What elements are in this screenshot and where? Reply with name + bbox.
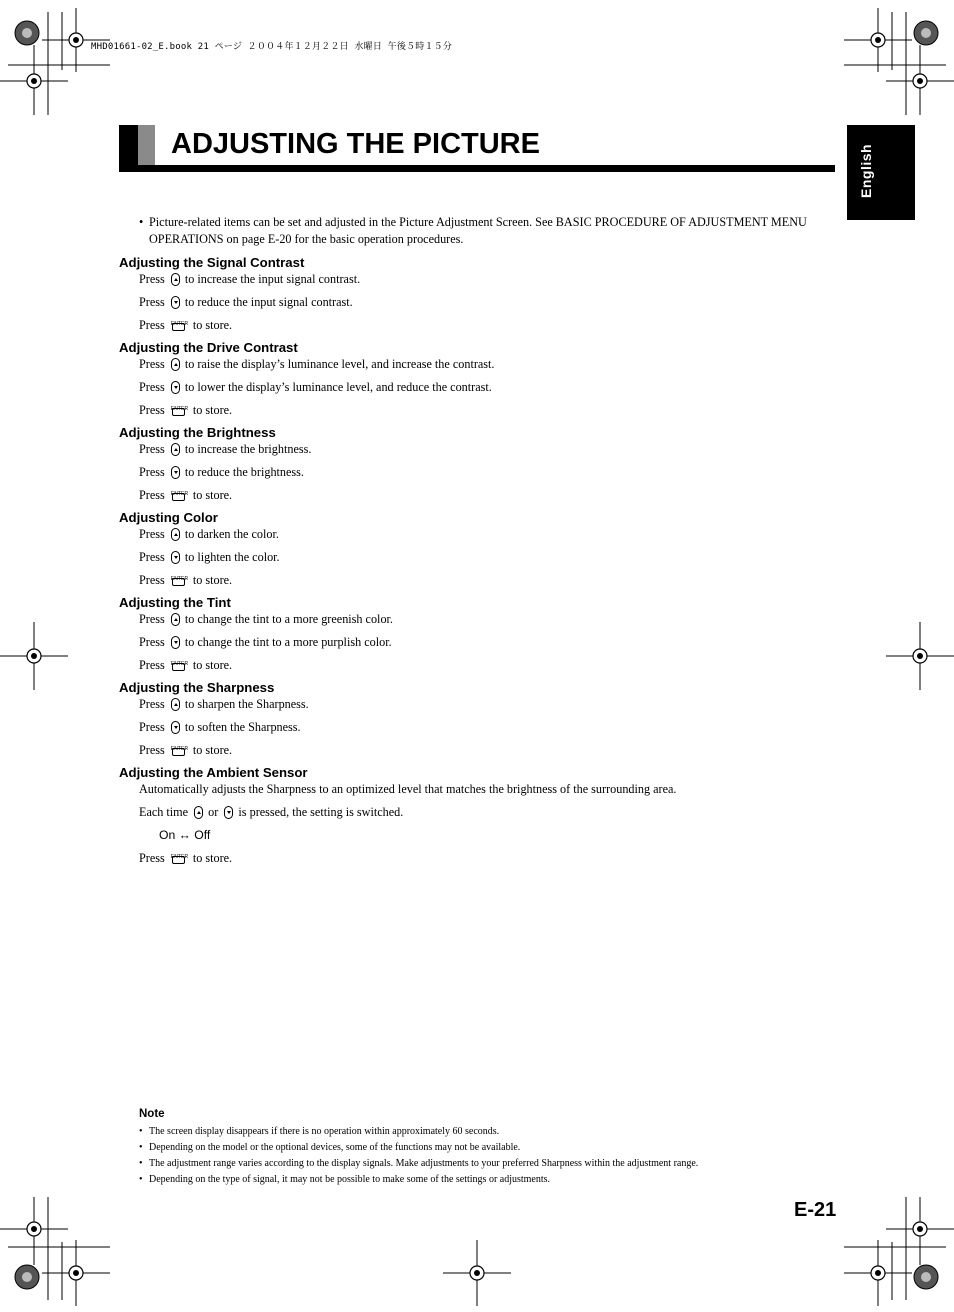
press-text: Press <box>139 465 165 479</box>
enter-label: ENTER <box>170 746 189 752</box>
decrease-line <box>139 464 839 487</box>
enter-label: ENTER <box>170 576 189 582</box>
decrease-text: to reduce the brightness. <box>184 465 304 479</box>
enter-label: ENTER <box>170 661 189 667</box>
up-button-icon <box>171 698 180 711</box>
press-text: Press <box>139 488 165 502</box>
adjust-section <box>119 509 839 595</box>
decrease-text: to change the tint to a more purplish color. <box>184 635 392 649</box>
down-button-icon <box>171 381 180 394</box>
decrease-line <box>139 379 839 402</box>
down-button-icon <box>171 551 180 564</box>
down-button-icon <box>171 721 180 734</box>
print-header: MHD01661-02_E.book 21 ページ ２００４年１２月２２日 水曜日 午後５時１５分 <box>91 42 453 52</box>
increase-text: to darken the color. <box>184 527 279 541</box>
press-text: Press <box>139 527 165 541</box>
enter-label: ENTER <box>170 854 189 860</box>
press-text: Press <box>139 380 165 394</box>
adjust-section <box>119 339 839 425</box>
increase-line <box>139 271 839 294</box>
enter-button-icon <box>171 318 187 332</box>
ambient-switch-line <box>139 804 839 827</box>
store-text: to store. <box>192 573 233 587</box>
enter-button-icon <box>171 488 187 502</box>
store-text: to store. <box>192 318 233 332</box>
decrease-line <box>139 549 839 572</box>
press-text: Press <box>139 550 165 564</box>
enter-button-icon <box>171 573 187 587</box>
enter-label: ENTER <box>170 491 189 497</box>
title-bar <box>119 125 835 172</box>
decrease-line <box>139 719 839 742</box>
ambient-desc: Automatically adjusts the Sharpness to an optimized level that matches the brightness of the surrounding area. <box>139 782 677 796</box>
section-title: Adjusting Color <box>119 510 218 525</box>
section-title: Adjusting the Tint <box>119 595 231 610</box>
on-off-line <box>139 827 839 850</box>
increase-line <box>139 526 839 549</box>
press-text: Press <box>139 658 165 672</box>
note-box <box>139 1107 839 1188</box>
increase-text: to change the tint to a more greenish color. <box>184 612 393 626</box>
intro-text: Picture-related items can be set and adjusted in the Picture Adjustment Screen. See BASIC PROCEDURE OF ADJUSTMENT MENU OPERATIONS on page E-20 for the basic operation procedures. <box>149 215 807 246</box>
store-text: to store. <box>192 488 233 502</box>
store-text: to store. <box>192 403 233 417</box>
note-item: • Depending on the type of signal, it may not be possible to make some of the settings or adjustments. <box>139 1174 551 1185</box>
off-value: Off <box>194 828 211 842</box>
note-title: Note <box>139 1108 165 1120</box>
increase-text: to increase the input signal contrast. <box>184 272 361 286</box>
note-item: • The screen display disappears if there is no operation within approximately 60 seconds. <box>139 1126 500 1137</box>
enter-button-icon <box>171 743 187 757</box>
up-button-icon <box>171 273 180 286</box>
decrease-text: to lighten the color. <box>184 550 280 564</box>
press-text: Press <box>139 635 165 649</box>
decrease-line <box>139 634 839 657</box>
decrease-text: to lower the display’s luminance level, and reduce the contrast. <box>184 380 492 394</box>
enter-label: ENTER <box>170 321 189 327</box>
on-value: On <box>159 828 176 842</box>
press-text: Press <box>139 612 165 626</box>
store-line <box>139 742 839 765</box>
section-title: Adjusting the Drive Contrast <box>119 340 298 355</box>
decrease-text: to reduce the input signal contrast. <box>184 295 353 309</box>
page-number: E-21 <box>794 1199 837 1221</box>
press-text: Press <box>139 318 165 332</box>
increase-line <box>139 696 839 719</box>
increase-line <box>139 611 839 634</box>
note-item: • The adjustment range varies according to the display signals. Make adjustments to your preferred Sharpness within the adjustment range. <box>139 1158 699 1169</box>
store-line <box>139 657 839 680</box>
press-text: Press <box>139 851 165 865</box>
enter-button-icon <box>171 851 187 865</box>
adjust-section <box>119 254 839 340</box>
press-text: Press <box>139 357 165 371</box>
store-text: to store. <box>192 658 233 672</box>
up-button-icon <box>171 358 180 371</box>
adjust-section <box>119 679 839 765</box>
adjust-section <box>119 424 839 510</box>
store-line <box>139 487 839 510</box>
store-line <box>139 402 839 425</box>
press-text: Press <box>139 697 165 711</box>
section-title: Adjusting the Signal Contrast <box>119 255 305 270</box>
press-text: Press <box>139 573 165 587</box>
section-title: Adjusting the Ambient Sensor <box>119 765 308 780</box>
increase-text: to raise the display’s luminance level, and increase the contrast. <box>184 357 495 371</box>
press-text: Press <box>139 442 165 456</box>
title-block-black <box>119 125 138 172</box>
store-line <box>139 850 839 873</box>
adjust-section <box>119 594 839 680</box>
up-button-icon <box>171 613 180 626</box>
decrease-line <box>139 294 839 317</box>
up-button-icon <box>171 528 180 541</box>
down-button-icon <box>171 296 180 309</box>
press-text: Press <box>139 272 165 286</box>
increase-text: to increase the brightness. <box>184 442 312 456</box>
increase-line <box>139 441 839 464</box>
press-text: Press <box>139 743 165 757</box>
up-button-icon <box>194 806 203 819</box>
press-text: Press <box>139 295 165 309</box>
store-text: to store. <box>192 851 233 865</box>
section-title: Adjusting the Sharpness <box>119 680 275 695</box>
section-title: Adjusting the Brightness <box>119 425 276 440</box>
store-line <box>139 317 839 340</box>
toggle-arrow-icon: ↔ <box>178 828 191 842</box>
store-text: to store. <box>192 743 233 757</box>
store-line <box>139 572 839 595</box>
down-button-icon <box>171 466 180 479</box>
up-button-icon <box>171 443 180 456</box>
on-off-values <box>159 828 210 842</box>
enter-button-icon <box>171 658 187 672</box>
title-block-gray <box>138 125 155 165</box>
down-button-icon <box>171 636 180 649</box>
each-time-text: Each time <box>139 805 189 819</box>
page-title: ADJUSTING THE PICTURE <box>171 128 540 160</box>
decrease-text: to soften the Sharpness. <box>184 720 301 734</box>
enter-button-icon <box>171 403 187 417</box>
enter-label: ENTER <box>170 406 189 412</box>
increase-line <box>139 356 839 379</box>
down-button-icon <box>224 806 233 819</box>
pressed-text: is pressed, the setting is switched. <box>238 805 404 819</box>
or-text: or <box>208 805 219 819</box>
title-underline <box>138 165 835 172</box>
note-item: • Depending on the model or the optional devices, some of the functions may not be available. <box>139 1142 521 1153</box>
section-ambient-sensor <box>119 764 839 873</box>
press-text: Press <box>139 403 165 417</box>
press-text: Press <box>139 720 165 734</box>
increase-text: to sharpen the Sharpness. <box>184 697 309 711</box>
intro-bullet <box>139 214 839 248</box>
language-tab-label: English <box>858 143 874 198</box>
bullet-icon: • <box>139 215 144 229</box>
